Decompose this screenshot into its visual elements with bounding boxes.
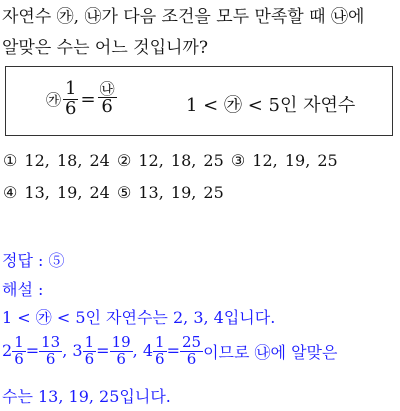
- condition-box: [5, 66, 393, 136]
- mixed-number-term: 3 $\frac{1}{6}$ = $\frac{19}{6}$ ,: [72, 333, 138, 368]
- mixed-number-term: 2 $\frac{1}{6}$ = $\frac{13}{6}$ ,: [2, 333, 68, 368]
- solution-line-3: 수는 13, 19, 25입니다.: [2, 387, 171, 406]
- question-line-1: 자연수 ㉮, ㉯가 다음 조건을 모두 만족할 때 ㉯에: [2, 7, 365, 27]
- answer-line: 정답 : ⑤: [2, 251, 65, 270]
- circle-ga-symbol: ㉮: [46, 90, 62, 109]
- fraction-one-sixth: $\frac{1}{6}$: [65, 78, 77, 119]
- solution-tail: 이므로 ㉯에 알맞은: [203, 342, 338, 362]
- choices-row-1: ① 12, 18, 24 ② 12, 18, 25 ③ 12, 19, 25: [3, 151, 338, 170]
- solution-line-1: 1 < ㉮ < 5인 자연수는 2, 3, 4입니다.: [2, 308, 276, 327]
- condition-equation: [46, 80, 117, 119]
- fraction-na-over-six: $\frac{㉯}{6}$: [99, 79, 115, 118]
- question-line-2: 알맞은 수는 어느 것입니까?: [2, 38, 208, 58]
- equals-sign: =: [80, 88, 96, 110]
- condition-range: 1 < ㉮ < 5인 자연수: [186, 95, 356, 116]
- choices-row-2: ④ 13, 19, 24 ⑤ 13, 19, 25: [3, 183, 224, 202]
- mixed-number-term: 4 $\frac{1}{6}$ = $\frac{25}{6}$: [142, 333, 202, 368]
- solution-title: 해설 :: [2, 280, 44, 299]
- solution-conversions: [2, 335, 337, 368]
